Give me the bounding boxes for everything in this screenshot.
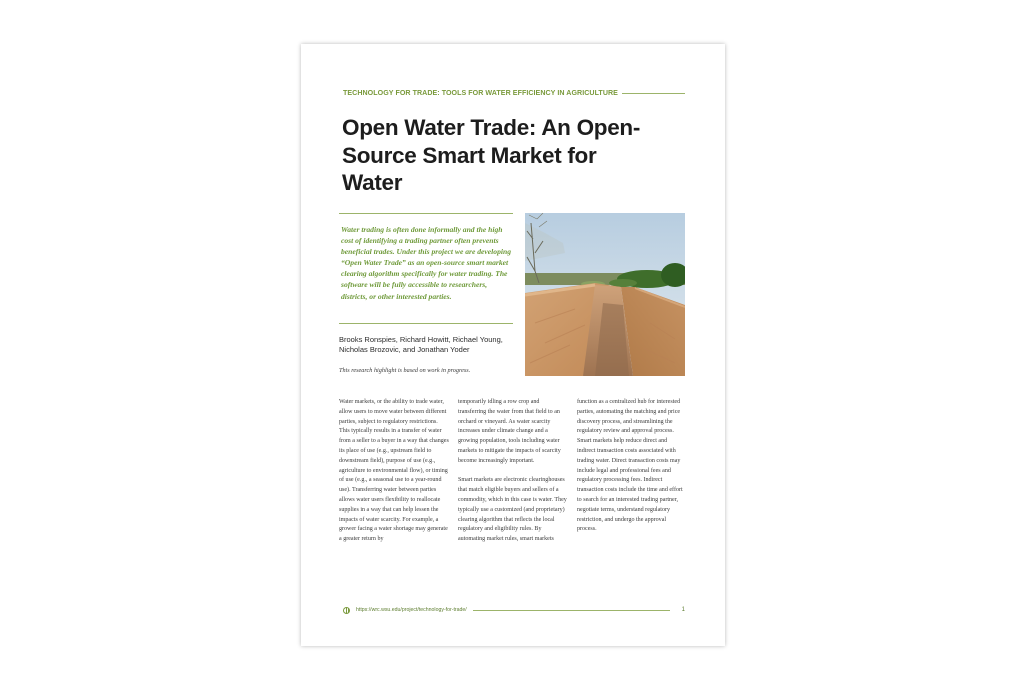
kicker-row bbox=[343, 87, 685, 99]
series-kicker: TECHNOLOGY FOR TRADE: TOOLS FOR WATER EFFICIENCY IN AGRICULTURE bbox=[343, 89, 618, 97]
body-paragraph: temporarily idling a row crop and transferring the water from that field to an orchard or vineyard. As water scarcity increases under climate change and a growing population, tools including water markets to mitigate the impacts of scarcity become increasingly important. bbox=[458, 399, 561, 464]
body-column-3 bbox=[577, 398, 687, 535]
authors bbox=[339, 335, 519, 355]
canal-photo bbox=[525, 213, 685, 376]
authors-line: Nicholas Brozovic, and Jonathan Yoder bbox=[339, 345, 470, 354]
abstract-bottom-rule bbox=[339, 323, 513, 324]
body-column-2 bbox=[458, 398, 568, 545]
abstract: Water trading is often done informally and the high cost of identifying a trading partner often prevents beneficial trades. Under this project we are developing “Open Water Trade” as an open-source smart market clearing algorithm specifically for water trading. The software will be fully accessible to researchers, districts, or other interested parties. bbox=[341, 225, 511, 301]
kicker-divider bbox=[622, 93, 685, 94]
authors-line: Brooks Ronspies, Richard Howitt, Richael Young, bbox=[339, 335, 503, 344]
title-line: Water bbox=[342, 170, 403, 195]
document-page bbox=[301, 44, 725, 646]
page-title bbox=[342, 114, 687, 197]
body-column-1 bbox=[339, 398, 449, 545]
canal-photo-illustration bbox=[525, 213, 685, 376]
body-paragraph: Water markets, or the ability to trade water, allow users to move water between different parties, subject to regulatory restrictions. This typically results in a transfer of water from a seller to a buyer in a way that changes its place of use (e.g., upstream field to downstream field), purpose of use (e.g., agriculture to environmental flow), or timing of use (e.g., a seasonal use to a year-round use). Transferring water between parties allows water users flexibility to reallocate supplies in a way that can help lessen the impacts of water scarcity. For example, a grower facing a water shortage may generate a greater return by bbox=[339, 399, 449, 543]
page-number: 1 bbox=[681, 607, 685, 613]
page-footer bbox=[343, 605, 685, 615]
title-line: Open Water Trade: An Open- bbox=[342, 115, 641, 140]
footer-divider bbox=[473, 610, 670, 611]
footer-url[interactable]: https://wrc.wsu.edu/project/technology-for-trade/ bbox=[356, 607, 467, 613]
body-paragraph: function as a centralized hub for interested parties, automating the matching and price discovery process, and streamlining the regulatory review and approval process. Smart markets help reduce direct and indirect transaction costs associated with trading water. Direct transaction costs may include legal and professional fees and regulatory processing fees. Indirect transaction costs include the time and effort to search for an interested trading partner, negotiate terms, understand regulatory restriction, and undergo the approval process. bbox=[577, 399, 683, 533]
progress-note: This research highlight is based on work in progress. bbox=[339, 367, 471, 374]
title-line: Source Smart Market for bbox=[342, 142, 597, 168]
globe-icon bbox=[343, 607, 350, 614]
body-paragraph: Smart markets are electronic clearinghouses that match eligible buyers and sellers of a commodity, which in this case is water. They typically use a customized (and proprietary) clearing algorithm that reflects the local regulatory and eligibility rules. By automating market rules, smart markets bbox=[458, 477, 567, 543]
abstract-top-rule bbox=[339, 213, 513, 214]
